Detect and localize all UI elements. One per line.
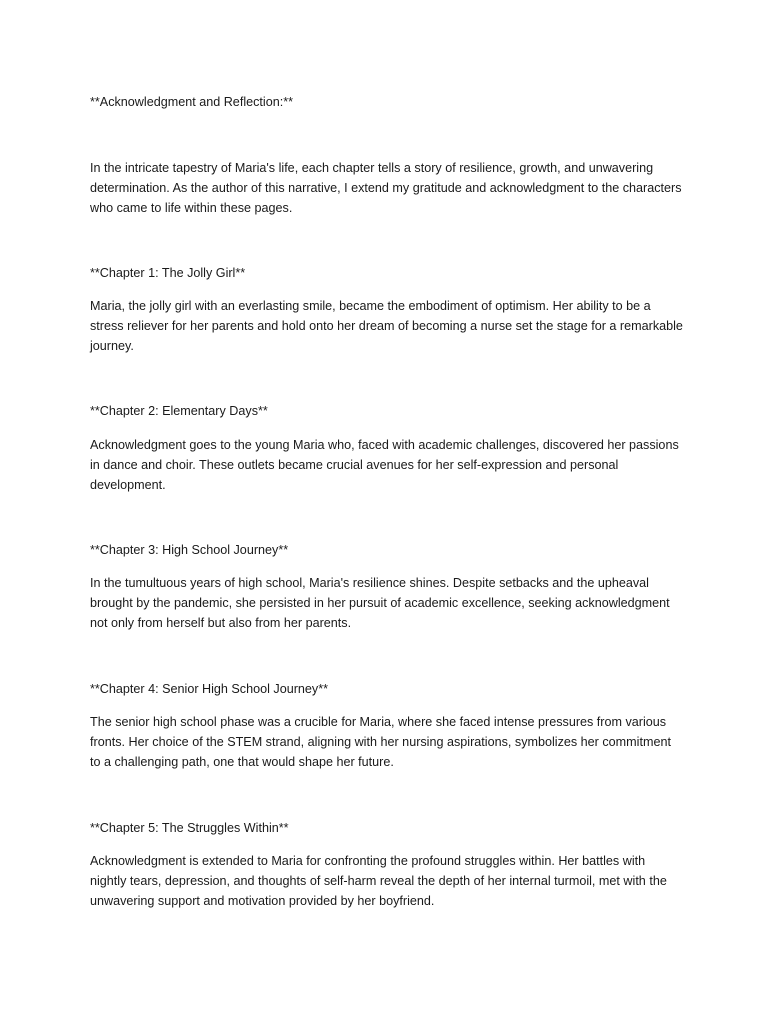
chapter-2-body: Acknowledgment goes to the young Maria who, faced with academic challenges, discovered her passions in dance and choir. These outlets became crucial avenues for her self-expression and personal development. bbox=[90, 438, 679, 492]
chapter-3-body: In the tumultuous years of high school, Maria's resilience shines. Despite setbacks and the upheaval brought by the pandemic, she persisted in her pursuit of academic excellence, seeking acknowledgment not only from herself but also from her parents. bbox=[90, 576, 670, 630]
document-title: **Acknowledgment and Reflection:** bbox=[90, 95, 294, 109]
chapter-5-heading: **Chapter 5: The Struggles Within** bbox=[90, 821, 289, 835]
chapter-1-body: Maria, the jolly girl with an everlasting smile, became the embodiment of optimism. Her ability to be a stress reliever for her parents and hold onto her dream of becoming a nurse set the stage for a remarkable journey. bbox=[90, 299, 683, 353]
chapter-5-body: Acknowledgment is extended to Maria for confronting the profound struggles within. Her battles with nightly tears, depression, and thoughts of self-harm reveal the depth of her internal turmoil, met with the unwavering support and motivation provided by her boyfriend. bbox=[90, 854, 667, 908]
chapter-4-heading: **Chapter 4: Senior High School Journey** bbox=[90, 682, 329, 696]
chapter-3-heading: **Chapter 3: High School Journey** bbox=[90, 543, 289, 557]
intro-paragraph: In the intricate tapestry of Maria's life, each chapter tells a story of resilience, growth, and unwavering determination. As the author of this narrative, I extend my gratitude and acknowledgment to the characters who came to life within these pages. bbox=[90, 161, 682, 215]
chapter-2-heading: **Chapter 2: Elementary Days** bbox=[90, 404, 268, 418]
chapter-4-body: The senior high school phase was a crucible for Maria, where she faced intense pressures from various fronts. Her choice of the STEM strand, aligning with her nursing aspirations, symbolizes her commitment to a challenging path, one that would shape her future. bbox=[90, 715, 671, 769]
chapter-1-heading: **Chapter 1: The Jolly Girl** bbox=[90, 266, 246, 280]
